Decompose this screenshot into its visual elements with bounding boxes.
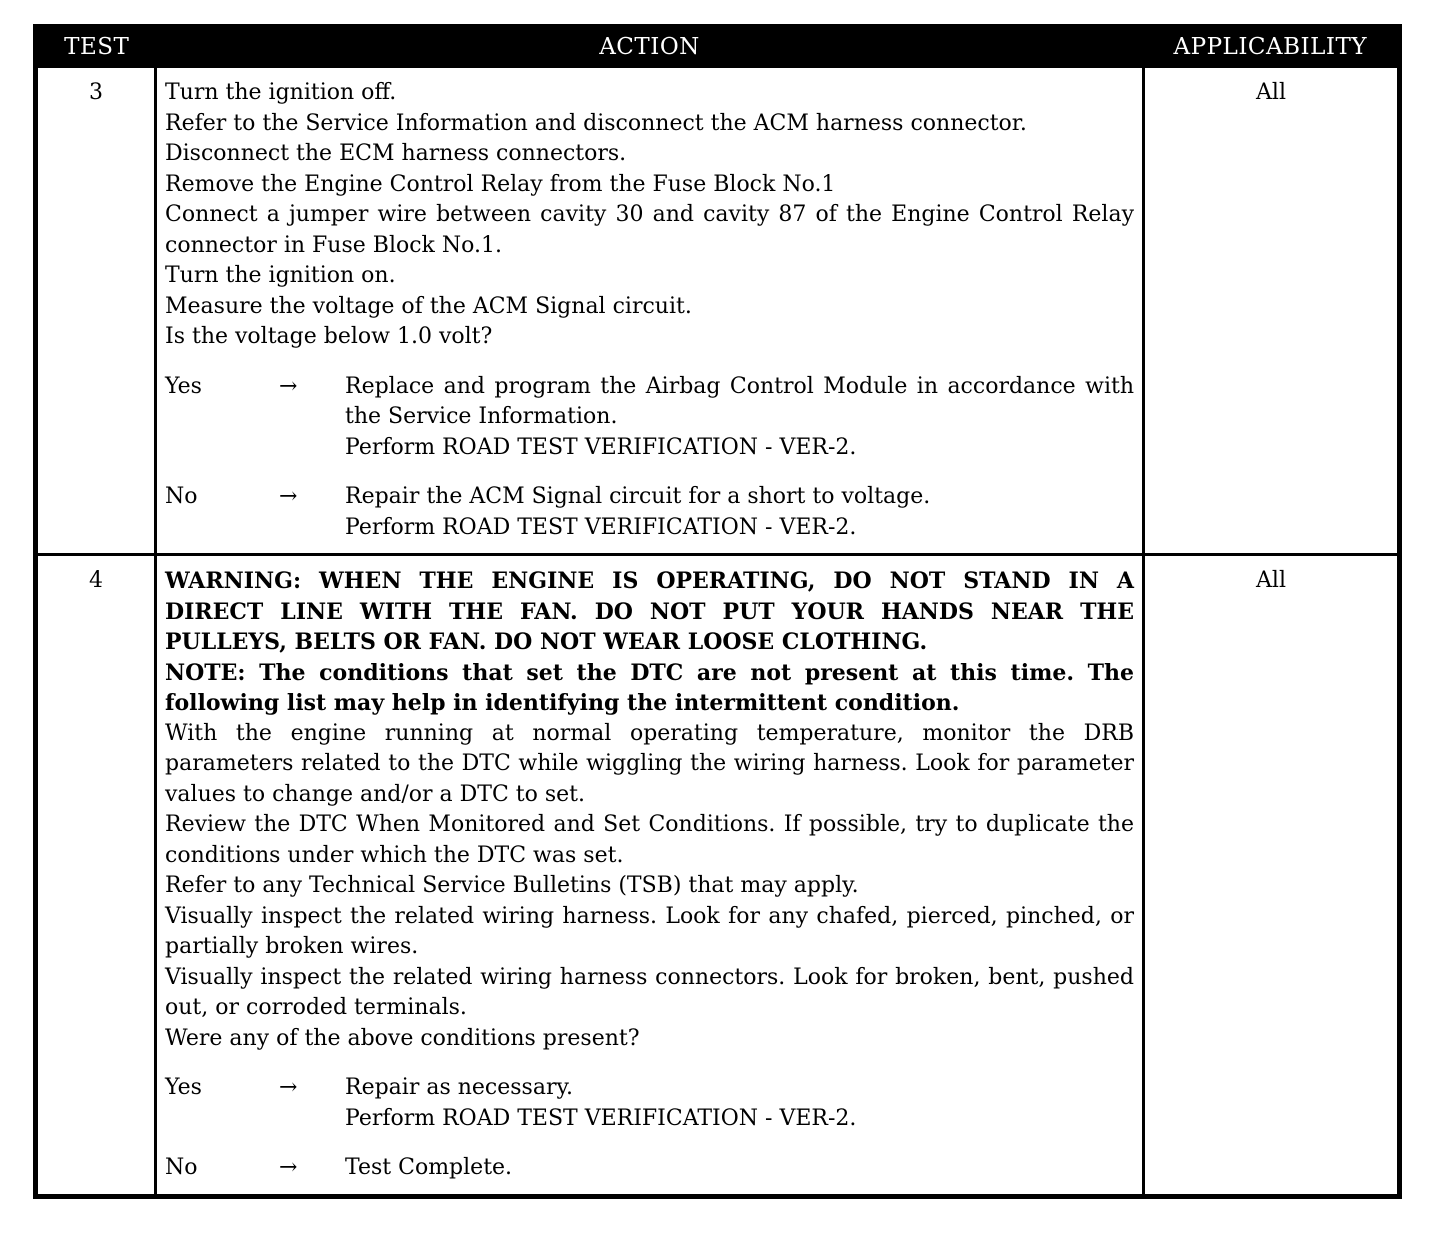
arrow-right-icon: → bbox=[279, 1155, 298, 1180]
arrow-right-icon: → bbox=[279, 1075, 298, 1100]
test-number: 4 bbox=[36, 555, 156, 1197]
action-line: Disconnect the ECM harness connectors. bbox=[165, 141, 627, 166]
result-line: Perform ROAD TEST VERIFICATION - VER-2. bbox=[345, 434, 857, 460]
applicability-value: All bbox=[1144, 67, 1400, 555]
result-line: Repair as necessary. bbox=[345, 1075, 573, 1100]
action-line: With the engine running at normal operating temperature, monitor the DRB parameters related to the DTC while wiggling the wiring harness. Look for parameter values to change and/or a DTC to set. bbox=[165, 720, 1134, 807]
result-line: Repair the ACM Signal circuit for a short to voltage. bbox=[345, 484, 931, 509]
action-cell bbox=[156, 67, 1144, 555]
diagnostic-test-table bbox=[33, 24, 1402, 1199]
test-number: 3 bbox=[36, 67, 156, 555]
result-answer: No bbox=[165, 484, 198, 509]
action-line: Were any of the above conditions present? bbox=[165, 1025, 640, 1051]
header-test: TEST bbox=[36, 27, 156, 67]
result-line: Perform ROAD TEST VERIFICATION - VER-2. bbox=[345, 1105, 857, 1131]
action-line: Connect a jumper wire between cavity 30 and cavity 87 of the Engine Control Relay connector in Fuse Block No.1. bbox=[165, 202, 1134, 258]
result-body bbox=[345, 482, 1134, 543]
result-answer: Yes bbox=[165, 1075, 202, 1100]
action-line: Visually inspect the related wiring harness connectors. Look for broken, bent, pushed out, or corroded terminals. bbox=[165, 964, 1134, 1020]
result-yes bbox=[165, 372, 1134, 464]
arrow-right-icon: → bbox=[279, 484, 298, 509]
result-line: Test Complete. bbox=[345, 1155, 513, 1180]
action-line: Refer to the Service Information and disconnect the ACM harness connector. bbox=[165, 110, 1027, 136]
action-line: Turn the ignition on. bbox=[165, 263, 396, 288]
header-action: ACTION bbox=[156, 27, 1144, 67]
table-row bbox=[36, 555, 1400, 1197]
result-body bbox=[345, 1153, 1134, 1184]
action-line: Remove the Engine Control Relay from the Fuse Block No.1 bbox=[165, 171, 836, 197]
action-line: Is the voltage below 1.0 volt? bbox=[165, 324, 493, 349]
result-yes bbox=[165, 1073, 1134, 1134]
result-line: Perform ROAD TEST VERIFICATION - VER-2. bbox=[345, 514, 857, 540]
action-line: Review the DTC When Monitored and Set Conditions. If possible, try to duplicate the conditions under which the DTC was set. bbox=[165, 812, 1134, 868]
header-applicability: APPLICABILITY bbox=[1144, 27, 1400, 67]
note-text: NOTE: The conditions that set the DTC are not present at this time. The following list may help in identifying the intermittent condition. bbox=[165, 659, 1134, 716]
action-line: Measure the voltage of the ACM Signal circuit. bbox=[165, 293, 692, 319]
action-cell bbox=[156, 555, 1144, 1197]
result-answer: Yes bbox=[165, 373, 202, 399]
table-header-row bbox=[36, 27, 1400, 67]
table-row bbox=[36, 67, 1400, 555]
warning-text: WARNING: WHEN THE ENGINE IS OPERATING, DO NOT STAND IN A DIRECT LINE WITH THE FAN. DO NOT PUT YOUR HANDS NEAR THE PULLEYS, BELTS OR FAN. DO NOT WEAR LOOSE CLOTHING. bbox=[165, 568, 1134, 655]
result-no bbox=[165, 482, 1134, 543]
result-body bbox=[345, 372, 1134, 464]
action-line: Refer to any Technical Service Bulletins (TSB) that may apply. bbox=[165, 873, 859, 898]
result-body bbox=[345, 1073, 1134, 1134]
action-line: Visually inspect the related wiring harness. Look for any chafed, pierced, pinched, or partially broken wires. bbox=[165, 903, 1134, 959]
result-answer: No bbox=[165, 1155, 198, 1180]
action-line: Turn the ignition off. bbox=[165, 80, 397, 105]
result-line: Replace and program the Airbag Control Module in accordance with the Service Information. bbox=[345, 373, 1134, 429]
arrow-right-icon: → bbox=[279, 373, 298, 399]
result-no bbox=[165, 1153, 1134, 1184]
applicability-value: All bbox=[1144, 555, 1400, 1197]
